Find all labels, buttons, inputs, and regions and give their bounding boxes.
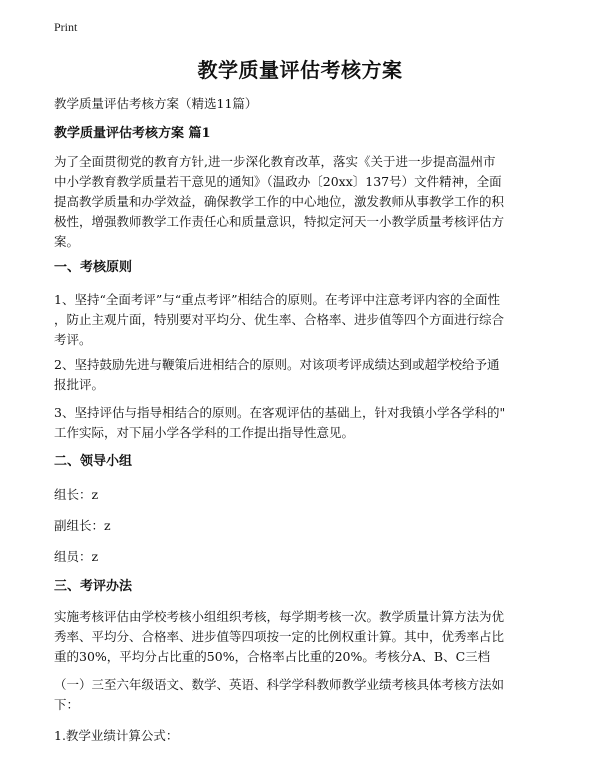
grades-paragraph [54, 675, 554, 715]
principle-3 [54, 403, 554, 443]
paragraph-line: 下： [54, 697, 80, 712]
intro-paragraph [54, 152, 554, 252]
intro-line: 中小学教育教学质量若干意见的通知》（温政办〔20xx〕137号）文件精神，全面 [54, 174, 502, 189]
document-title: 教学质量评估考核方案 [197, 58, 403, 82]
paragraph-line: 考评。 [54, 332, 92, 347]
leader-line: 组长：z [54, 487, 99, 502]
section-title: 教学质量评估考核方案 篇1 [54, 126, 211, 141]
principle-1 [54, 290, 554, 350]
deputy-line: 副组长：z [54, 518, 111, 533]
paragraph-line: 报批评。 [54, 377, 105, 392]
paragraph-line: （一）三至六年级语文、数学、英语、科学学科教师教学业绩考核具体考核方法如 [54, 677, 505, 692]
intro-line: 极性，增强教师教学工作责任心和质量意识，特拟定河天一小教学质量考核评估方 [54, 214, 505, 229]
principle-2 [54, 355, 554, 395]
intro-line: 案。 [54, 234, 80, 249]
paragraph-line: 1、坚持“全面考评”与“重点考评”相结合的原则。在考评中注意考评内容的全面性 [54, 292, 501, 307]
heading-principles: 一、考核原则 [54, 260, 133, 275]
document-subtitle: 教学质量评估考核方案（精选11篇） [54, 96, 258, 111]
print-link[interactable]: Print [54, 20, 78, 34]
members-line: 组员：z [54, 549, 99, 564]
paragraph-line: 重的30%，平均分占比重的50%，合格率占比重的20%。考核分A、B、C三档 [54, 649, 491, 664]
paragraph-line: 实施考核评估由学校考核小组组织考核，每学期考核一次。教学质量计算方法为优 [54, 609, 505, 624]
paragraph-line: ，防止主观片面，特别要对平均分、优生率、合格率、进步值等四个方面进行综合 [54, 312, 505, 327]
paragraph-line: 3、坚持评估与指导相结合的原则。在客观评估的基础上，针对我镇小学各学科的" [54, 405, 506, 420]
paragraph-line: 2、坚持鼓励先进与鞭策后进相结合的原则。对该项考评成绩达到或超学校给予通 [54, 357, 500, 372]
paragraph-line: 秀率、平均分、合格率、进步值等四项按一定的比例权重计算。其中，优秀率占比 [54, 629, 505, 644]
heading-leadership: 二、领导小组 [54, 454, 133, 469]
intro-line: 提高教学质量和办学效益，确保教学工作的中心地位，激发教师从事教学工作的积 [54, 194, 505, 209]
methods-paragraph [54, 607, 554, 667]
heading-methods: 三、考评办法 [54, 579, 133, 594]
paragraph-line: 工作实际，对下届小学各学科的工作提出指导性意见。 [54, 425, 355, 440]
formula-heading: 1.教学业绩计算公式： [54, 728, 179, 743]
intro-line: 为了全面贯彻党的教育方针,进一步深化教育改革，落实《关于进一步提高温州市 [54, 154, 496, 169]
